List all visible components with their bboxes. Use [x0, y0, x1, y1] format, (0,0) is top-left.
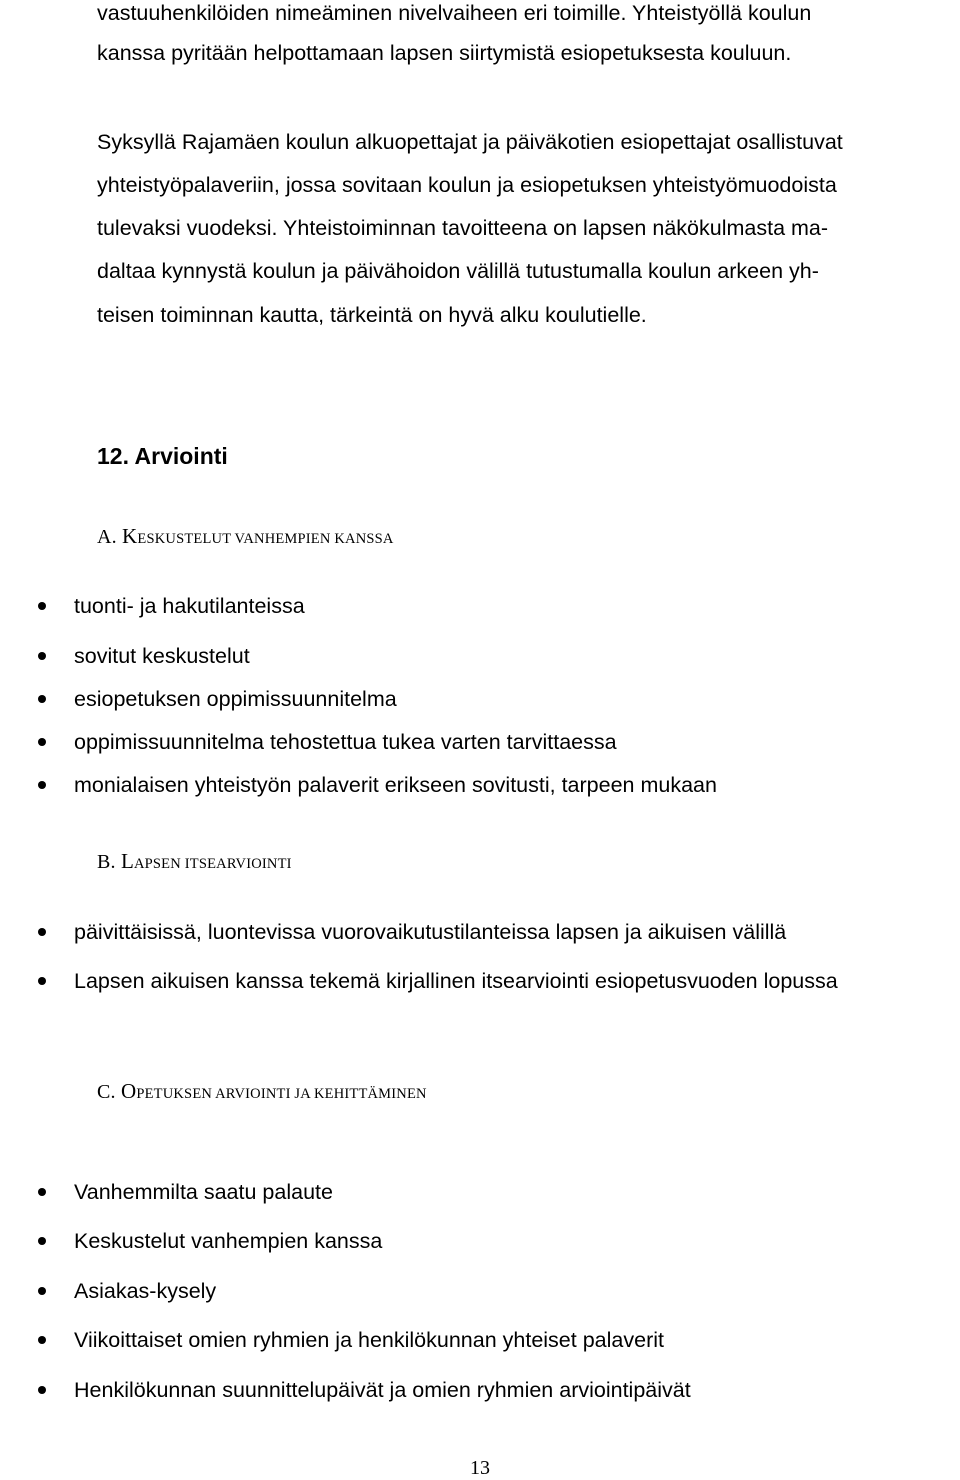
subsection-a-letter: A.: [97, 526, 117, 548]
list-item-text: Vanhemmilta saatu palaute: [74, 1180, 333, 1204]
bullet-icon: [38, 1188, 46, 1196]
bullet-icon: [38, 1386, 46, 1394]
list-item-text: esiopetuksen oppimissuunnitelma: [74, 687, 397, 711]
subsection-c-letter: C.: [97, 1081, 116, 1103]
list-item-text: tuonti- ja hakutilanteissa: [74, 594, 305, 618]
bullet-icon: [38, 1287, 46, 1295]
bullet-icon: [38, 695, 46, 703]
subsection-c-title-rest: PETUKSEN ARVIOINTI JA KEHITTÄMINEN: [136, 1086, 427, 1102]
subsection-b-title-initial: L: [120, 849, 134, 873]
bullet-icon: [38, 977, 46, 985]
intro-line-1: vastuuhenkilöiden nimeäminen nivelvaiheen eri toimille. Yhteistyöllä koulun: [97, 1, 812, 25]
list-item-text: Henkilökunnan suunnittelupäivät ja omien ryhmien arviointipäivät: [74, 1378, 691, 1402]
intro-line-2: kanssa pyritään helpottamaan lapsen siirtymistä esiopetuksesta kouluun.: [97, 41, 792, 65]
paragraph-line-1: Syksyllä Rajamäen koulun alkuopettajat ja päiväkotien esiopettajat osallistuvat: [97, 130, 843, 154]
paragraph-line-2: yhteistyöpalaveriin, jossa sovitaan koulun ja esiopetuksen yhteistyömuodoista: [97, 173, 837, 197]
list-item-text: monialaisen yhteistyön palaverit erikseen sovitusti, tarpeen mukaan: [74, 773, 717, 797]
list-item-text: sovitut keskustelut: [74, 644, 250, 668]
list-item-text: Keskustelut vanhempien kanssa: [74, 1229, 383, 1253]
subsection-a-title-rest: ESKUSTELUT VANHEMPIEN KANSSA: [137, 531, 394, 547]
list-item-text: päivittäisissä, luontevissa vuorovaikutustilanteissa lapsen ja aikuisen välillä: [74, 920, 787, 944]
list-item-text: Viikoittaiset omien ryhmien ja henkilökunnan yhteiset palaverit: [74, 1328, 664, 1352]
list-item-text: Asiakas-kysely: [74, 1279, 217, 1303]
page-number: 13: [470, 1457, 490, 1479]
subsection-a-heading: [97, 524, 394, 551]
bullet-icon: [38, 928, 46, 936]
bullet-icon: [38, 1336, 46, 1344]
subsection-b-letter: B.: [97, 851, 116, 873]
subsection-c-heading: [97, 1079, 427, 1106]
section-heading: 12. Arviointi: [97, 443, 228, 469]
subsection-b-title-rest: APSEN ITSEARVIOINTI: [133, 856, 292, 872]
paragraph-line-4: daltaa kynnystä koulun ja päivähoidon välillä tutustumalla koulun arkeen yh-: [97, 259, 819, 283]
paragraph-line-5: teisen toiminnan kautta, tärkeintä on hyvä alku koulutielle.: [97, 303, 647, 327]
paragraph-line-3: tulevaksi vuodeksi. Yhteistoiminnan tavoitteena on lapsen näkökulmasta ma-: [97, 216, 829, 240]
subsection-b-heading: [97, 849, 292, 876]
bullet-icon: [38, 738, 46, 746]
bullet-icon: [38, 781, 46, 789]
subsection-c-title-initial: O: [120, 1079, 137, 1103]
subsection-a-title-initial: K: [122, 524, 138, 548]
bullet-icon: [38, 652, 46, 660]
bullet-icon: [38, 1237, 46, 1245]
list-item-text: oppimissuunnitelma tehostettua tukea varten tarvittaessa: [74, 730, 617, 754]
list-item-text: Lapsen aikuisen kanssa tekemä kirjallinen itsearviointi esiopetusvuoden lopussa: [74, 969, 838, 993]
bullet-icon: [38, 602, 46, 610]
